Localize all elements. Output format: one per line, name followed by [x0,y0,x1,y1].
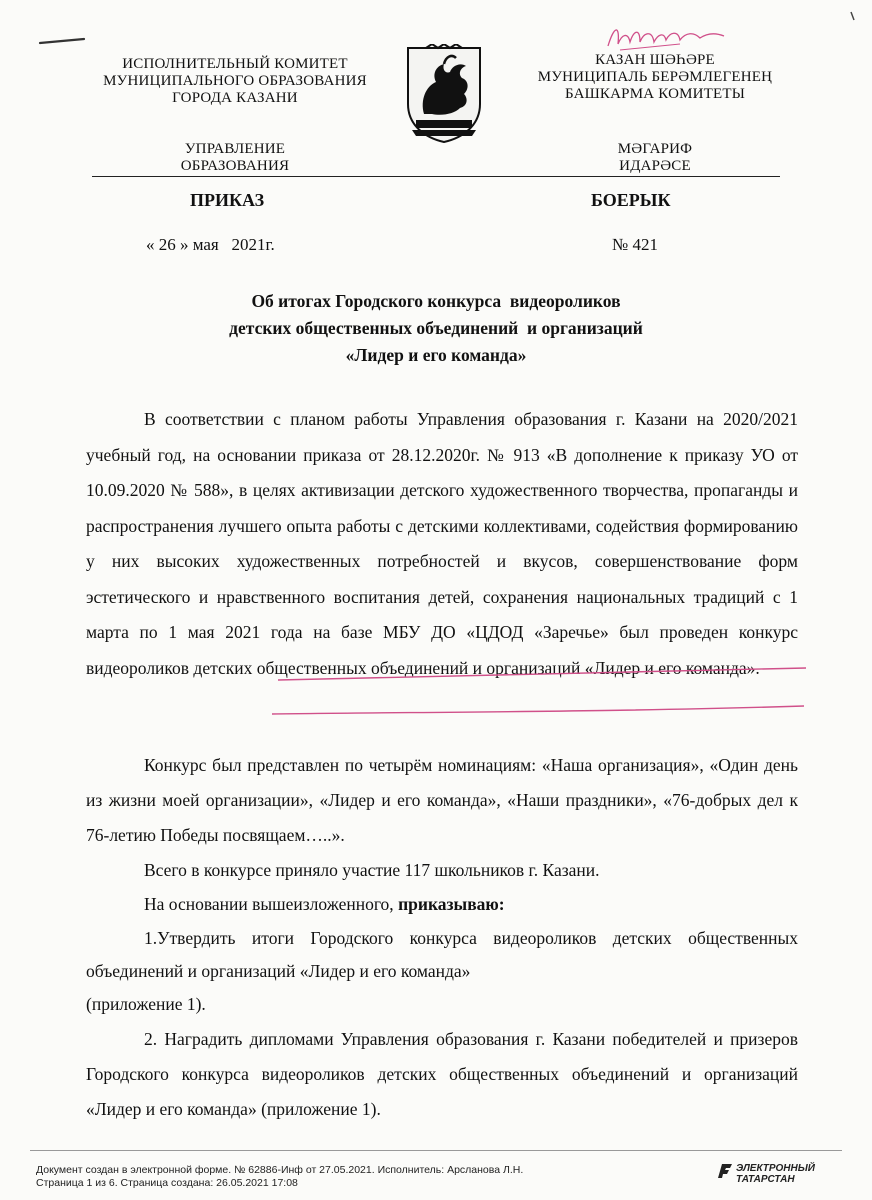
left-dept [70,141,400,175]
left-dept-line1: УПРАВЛЕНИЕ [184,141,286,157]
handwritten-signature [600,20,730,56]
kazan-coat-of-arms-icon [402,44,486,144]
footer-divider [30,1150,842,1151]
left-org-line1: ИСПОЛНИТЕЛЬНЫЙ КОМИТЕТ [122,56,348,72]
pen-dot-mark [848,10,858,22]
right-dept-line1: МӘГАРИФ [617,141,693,157]
item-1-appendix: (приложение 1). [86,994,206,1014]
paragraph-order-intro [86,887,798,922]
doc-type-ru: ПРИКАЗ [190,190,265,210]
logo-line2: ТАТАРСТАН [736,1174,795,1185]
paragraph-nominations: Конкурс был представлен по четырём номинациям: «Наша организация», «Один день из жизни моей организации», «Лидер и его команда», «Наши праздники», «76-добрых дел к 76-летию Победы посвящаем…..». [86,755,798,845]
paragraph-preamble: В соответствии с планом работы Управления образования г. Казани на 2020/2021 учебный год, на основании приказа от 28.12.2020г. № 913 «В дополнение к приказу УО от 10.09.2020 № 588», в целях активизации детского художественного творчества, пропаганды и распространения лучшего опыта работы с детскими коллективами, содействия формированию у них высоких художественных потребностей и вкусов, совершенствование форм эстетического и нравственного воспитания детей, сохранения национальных традиций с 1 марта по 1 мая 2021 года на базе МБУ ДО «ЦДОД «Заречье» был проведен конкурс видеороликов детских общественных объединений и организаций «Лидер и его команда». [86,409,798,678]
header-divider [92,176,780,177]
paragraph-item-2: 2. Наградить дипломами Управления образования г. Казани победителей и призеров Городского конкурса видеороликов детских общественных объединений и организаций «Лидер и его команда» (приложение 1). [86,1029,798,1119]
paragraph-participants: Всего в конкурсе приняло участие 117 школьников г. Казани. [144,860,600,880]
order-number: № 421 [612,235,658,254]
right-dept-line2: ИДАРӘСЕ [619,158,691,174]
footer-line1: Документ создан в электронной форме. № 62886-Инф от 27.05.2021. Исполнитель: Арсланова Л.Н. [36,1164,524,1176]
right-org-line1: КАЗАН ШӘҺӘРЕ [595,52,715,68]
pen-stroke-mark [38,36,86,46]
right-dept [490,141,820,175]
header-left-org [70,56,400,175]
footer-info [36,1164,676,1190]
left-dept-line2: ОБРАЗОВАНИЯ [180,158,290,174]
left-org-line3: ГОРОДА КАЗАНИ [172,90,298,106]
right-org-line3: БАШКАРМА КОМИТЕТЫ [564,86,746,102]
tatarstan-logo-icon [718,1162,734,1180]
item-1-text: 1.Утвердить итоги Городского конкурса видеороликов детских общественных объединений и организаций «Лидер и его команда» [86,928,798,981]
logo-line1: ЭЛЕКТРОННЫЙ [736,1163,815,1174]
order-intro-bold: приказываю: [398,894,505,914]
title-line3: «Лидер и его команда» [345,345,527,365]
order-title [150,288,722,369]
order-date: « 26 » мая 2021г. [146,235,275,254]
left-org-line2: МУНИЦИПАЛЬНОГО ОБРАЗОВАНИЯ [103,73,367,89]
title-line1: Об итогах Городского конкурса видеороликов [251,291,621,311]
header-right-org [490,52,820,175]
doc-type-tt: БОЕРЫК [591,190,671,210]
footer-line2: Страница 1 из 6. Страница создана: 26.05.2021 17:08 [36,1177,298,1189]
paragraph-item-1 [86,922,798,1021]
right-org-line2: МУНИЦИПАЛЬ БЕРӘМЛЕГЕНЕҢ [537,69,773,85]
electronic-tatarstan-logo [718,1162,836,1194]
title-line2: детских общественных объединений и организаций [229,318,643,338]
order-intro-text: На основании вышеизложенного, [144,894,399,914]
